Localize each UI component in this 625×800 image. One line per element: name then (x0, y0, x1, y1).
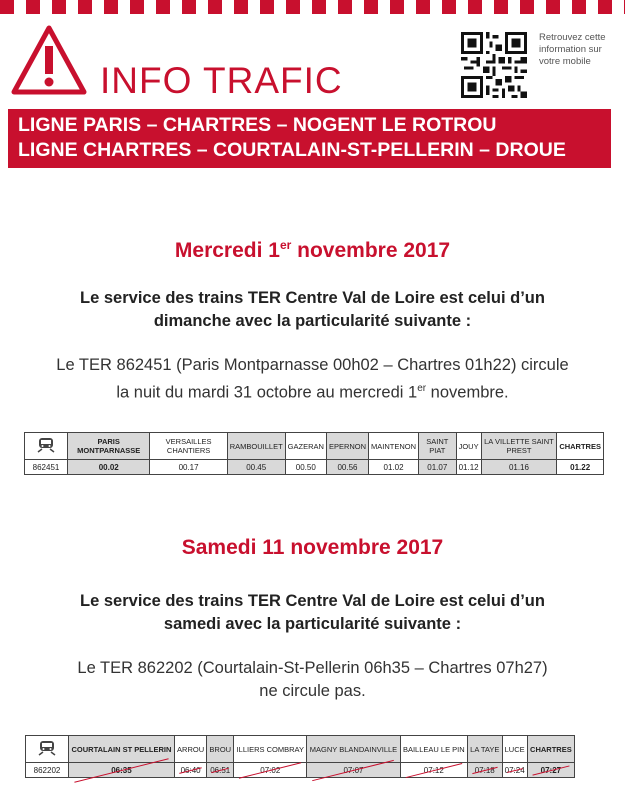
station-header: LUCE (502, 736, 527, 763)
cancelled-time-cell: 06:51 (207, 763, 234, 778)
section2-service-line-1: Le service des trains TER Centre Val de Loire est celui d’un (80, 592, 545, 610)
line-banner (8, 109, 611, 168)
train-icon-cell (26, 736, 69, 763)
banner-line-1: LIGNE PARIS – CHARTRES – NOGENT LE ROTROU (18, 114, 497, 136)
section1-date-rest: novembre 2017 (291, 239, 451, 262)
section2-detail-line-1: Le TER 862202 (Courtalain-St-Pellerin 06h35 – Chartres 07h27) (77, 659, 548, 677)
time-cell: 01.12 (456, 460, 481, 475)
section1-detail-line-2-sup: er (417, 383, 427, 394)
station-header: SAINT PIAT (419, 433, 457, 460)
time-cell: 00.17 (150, 460, 227, 475)
section2-detail-line-2: ne circule pas. (259, 682, 366, 700)
time-cell: 01.22 (557, 460, 604, 475)
section1-date-heading (0, 238, 625, 263)
section1-detail-text (0, 354, 625, 405)
section1-date-text: Mercredi 1 (174, 239, 280, 262)
station-header: JOUY (456, 433, 481, 460)
timetable-header-row (26, 736, 575, 763)
train-icon (38, 740, 56, 756)
section2-detail-text (0, 657, 625, 703)
station-header: ILLIERS COMBRAY (234, 736, 307, 763)
time-cell: 00.50 (285, 460, 326, 475)
station-header: LA TAYE (468, 736, 503, 763)
station-header: PARIS MONTPARNASSE (68, 433, 150, 460)
cancelled-time-cell: 07:24 (502, 763, 527, 778)
train-icon (37, 437, 55, 453)
station-header: ARROU (174, 736, 206, 763)
cancelled-time-cell: 06:40 (174, 763, 206, 778)
timetable-header-row (25, 433, 604, 460)
time-cell: 01.02 (369, 460, 419, 475)
time-cell: 01.07 (419, 460, 457, 475)
station-header: VERSAILLES CHANTIERS (150, 433, 227, 460)
section2-service-line-2: samedi avec la particularité suivante : (163, 615, 462, 633)
station-header: GAZERAN (285, 433, 326, 460)
station-header: CHARTRES (527, 736, 574, 763)
station-header: LA VILLETTE SAINT PREST (481, 433, 557, 460)
time-cell: 00.56 (326, 460, 368, 475)
cancelled-time-cell: 07:18 (468, 763, 503, 778)
station-header: MAGNY BLANDAINVILLE (307, 736, 400, 763)
cancelled-time-cell: 07:27 (527, 763, 574, 778)
section1-service-text (0, 287, 625, 333)
station-header: COURTALAIN ST PELLERIN (69, 736, 175, 763)
banner-line-2: LIGNE CHARTRES – COURTALAIN-ST-PELLERIN – DROUE (18, 139, 566, 161)
train-icon-cell (25, 433, 68, 460)
timetable-862202 (25, 735, 575, 778)
timetable-row (25, 460, 604, 475)
station-header: MAINTENON (369, 433, 419, 460)
train-number: 862451 (25, 460, 68, 475)
section1-detail-line-2-text: la nuit du mardi 31 octobre au mercredi 1 (116, 383, 418, 402)
section1-service-line-2: dimanche avec la particularité suivante : (153, 312, 472, 330)
qr-caption: Retrouvez cette information sur votre mobile (539, 32, 606, 67)
section2-service-text (0, 590, 625, 636)
station-header: BAILLEAU LE PIN (400, 736, 467, 763)
station-header: BROU (207, 736, 234, 763)
top-decorative-stripe (0, 0, 625, 14)
qr-code-icon[interactable] (461, 32, 527, 98)
station-header: EPERNON (326, 433, 368, 460)
cancelled-time-cell: 07:12 (400, 763, 467, 778)
cancelled-time-cell: 07:07 (307, 763, 400, 778)
warning-triangle-icon (10, 24, 88, 96)
station-header: CHARTRES (557, 433, 604, 460)
section1-detail-line-1: Le TER 862451 (Paris Montparnasse 00h02 – Chartres 01h22) circule (56, 356, 569, 374)
section1-service-line-1: Le service des trains TER Centre Val de Loire est celui d’un (80, 289, 545, 307)
time-cell: 00.45 (227, 460, 285, 475)
section1-detail-line-2-rest: novembre. (426, 383, 509, 402)
time-cell: 01.16 (481, 460, 557, 475)
station-header: RAMBOUILLET (227, 433, 285, 460)
cancelled-time-cell: 07:02 (234, 763, 307, 778)
timetable-row (26, 763, 575, 778)
section1-detail-line-2 (0, 377, 625, 405)
section1-date-sup: er (279, 238, 292, 252)
cancelled-time-cell: 06:35 (69, 763, 175, 778)
page-title: INFO TRAFIC (100, 60, 343, 101)
section2-date-heading: Samedi 11 novembre 2017 (181, 536, 444, 559)
timetable-862451 (24, 432, 604, 475)
time-cell: 00.02 (68, 460, 150, 475)
train-number: 862202 (26, 763, 69, 778)
